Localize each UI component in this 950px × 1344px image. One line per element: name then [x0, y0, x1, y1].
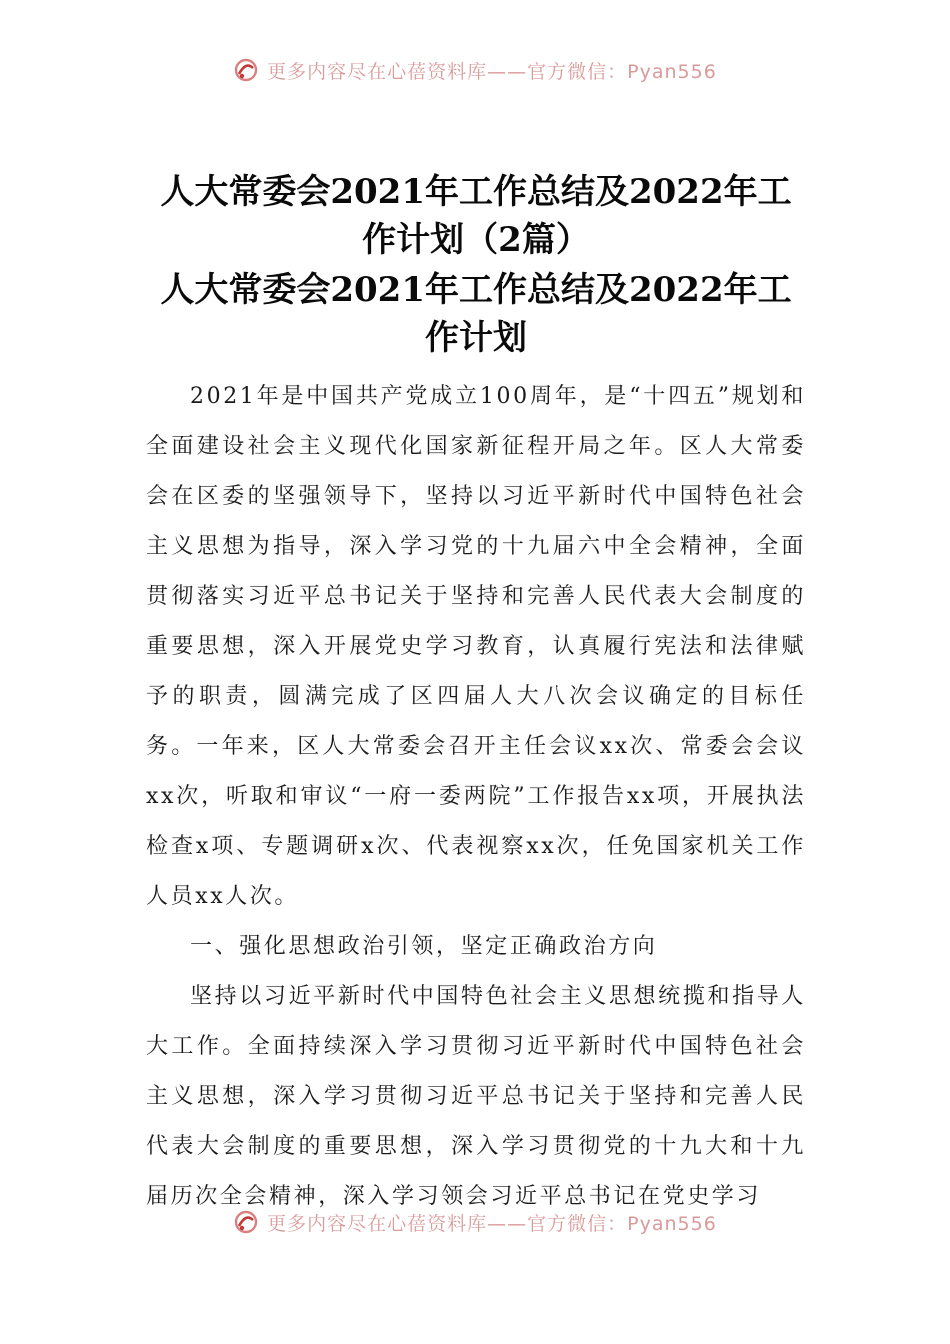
document-subtitle: 人大常委会2021年工作总结及2022年工作计划: [160, 270, 792, 358]
document-title: 人大常委会2021年工作总结及2022年工作计划（2篇）: [160, 172, 792, 260]
paragraph-intro: 2021年是中国共产党成立100周年，是“十四五”规划和全面建设社会主义现代化国家新征程开局之年。区人大常委会在区委的坚强领导下，坚持以习近平新时代中国特色社会主义思想为指导，深入学习党的十九届六中全会精神，全面贯彻落实习近平总书记关于坚持和完善人民代表大会制度的重要思想，深入开展党史学习教育，认真履行宪法和法律赋予的职责，圆满完成了区四届人大八次会议确定的目标任务。一年来，区人大常委会召开主任会议xx次、常委会会议xx次，听取和审议“一府一委两院”工作报告xx项，开展执法检查x项、专题调研x次、代表视察xx次，任免国家机关工作人员xx人次。: [146, 384, 806, 909]
header-watermark: [0, 56, 950, 84]
logo-icon: [233, 57, 259, 83]
footer-watermark: [0, 1208, 950, 1236]
paragraph-list: [146, 372, 806, 1222]
watermark-text: 更多内容尽在心蓓资料库——官方微信：Pyan556: [267, 1212, 717, 1235]
document-body: [146, 168, 806, 1222]
section-heading-1: 一、强化思想政治引领，坚定正确政治方向: [190, 934, 658, 959]
watermark-text: 更多内容尽在心蓓资料库——官方微信：Pyan556: [267, 60, 717, 83]
paragraph-section-1: 坚持以习近平新时代中国特色社会主义思想统揽和指导人大工作。全面持续深入学习贯彻习近平新时代中国特色社会主义思想，深入学习贯彻习近平总书记关于坚持和完善人民代表大会制度的重要思想，深入学习贯彻党的十九大和十九届历次全会精神，深入学习领会习近平总书记在党史学习: [146, 984, 806, 1209]
logo-icon: [233, 1209, 259, 1235]
